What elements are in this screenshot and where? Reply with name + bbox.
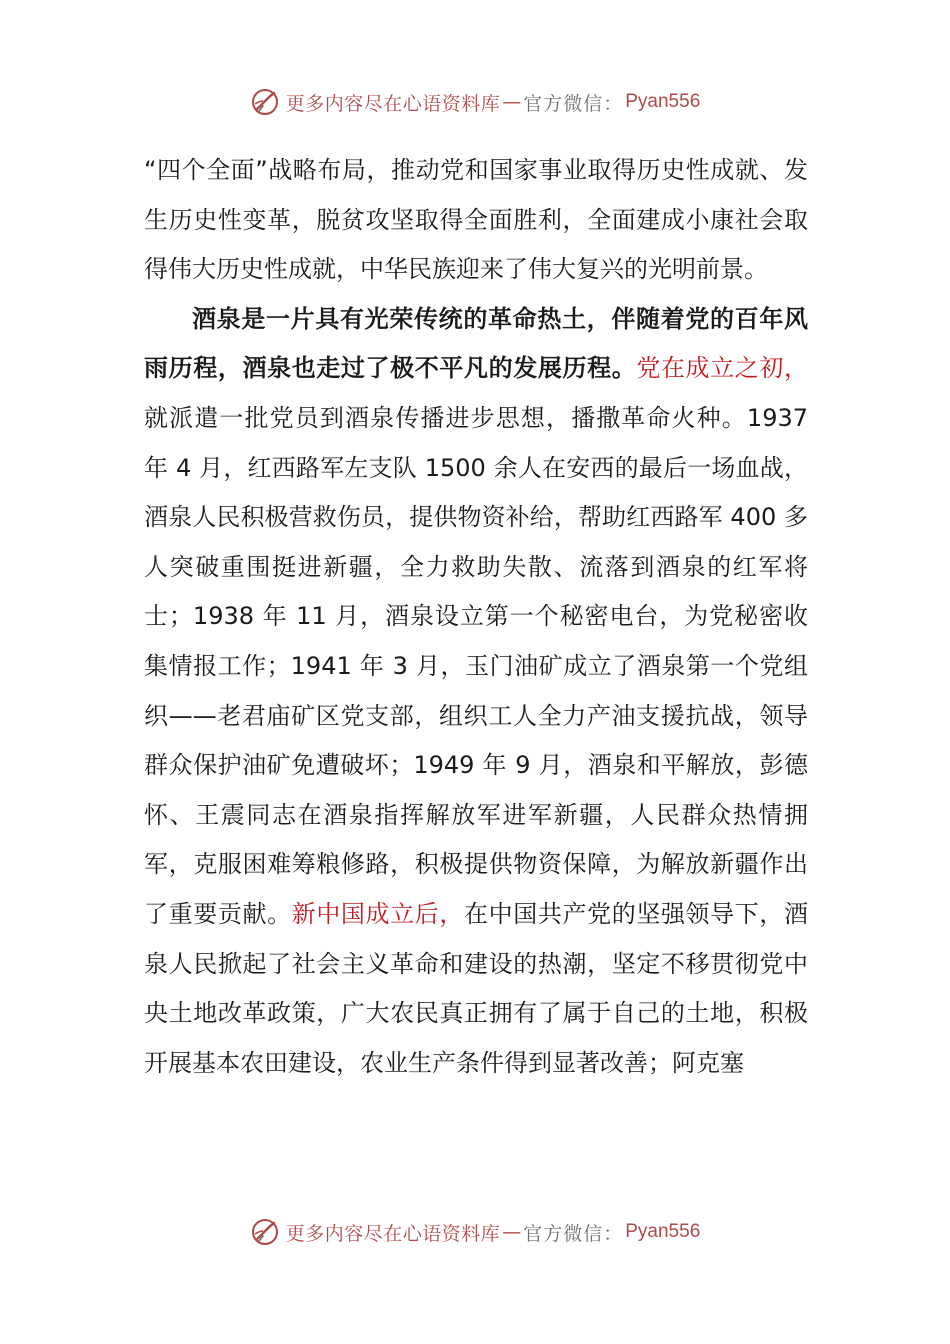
paragraph-text-construction: 在中国共产党的坚强领导下，酒泉人民掀起了社会主义革命和建设的热潮，坚定不移贯彻党中央土地改革政策，广大农民真正拥有了属于自己的土地，积极开展基本农田建设，农业生产条件得到显著改善；阿克塞 bbox=[144, 899, 809, 1077]
pen-logo-icon bbox=[250, 87, 280, 117]
paragraph-continued: “四个全面”战略布局，推动党和国家事业取得历史性成就、发生历史性变革，脱贫攻坚取得全面胜利，全面建成小康社会取得伟大历史性成就，中华民族迎来了伟大复兴的光明前景。 bbox=[144, 156, 808, 284]
header-banner bbox=[0, 82, 950, 122]
footer-wechat-label: 官方微信： bbox=[523, 1222, 624, 1245]
paragraph-lead-sentence: 酒泉是一片具有光荣传统的革命热土，伴随着党的百年风雨历程，酒泉也走过了极不平凡的发展历程。 bbox=[144, 304, 808, 383]
header-dash: — bbox=[502, 91, 522, 113]
footer-wechat-id: Pyan556 bbox=[625, 1221, 701, 1242]
footer-slogan: 更多内容尽在心语资料库 bbox=[285, 1222, 501, 1245]
highlight-new-china: 新中国成立后， bbox=[291, 899, 465, 928]
paragraph-text-history: 就派遣一批党员到酒泉传播进步思想，播撒革命火种。1937 年 4 月，红西路军左支队 1500 余人在安西的最后一场血战，酒泉人民积极营救伤员，提供物资补给，帮助红西路军 400 多人突破重围挺进新疆，全力救助失散、流落到酒泉的红军将士；1938 年 11 月，酒泉设立第一个秘密电台，为党秘密收集情报工作；1941 年 3 月，玉门油矿成立了酒泉第一个党组织——老君庙矿区党支部，组织工人全力产油支援抗战，领导群众保护油矿免遭破坏；1949 年 9 月，酒泉和平解放，彭德怀、王震同志在酒泉指挥解放军进军新疆，人民群众热情拥军，克服困难筹粮修路，积极提供物资保障，为解放新疆作出了重要贡献。 bbox=[144, 403, 808, 928]
highlight-party-founding: 党在成立之初， bbox=[636, 354, 809, 383]
paragraph-jiuquan bbox=[144, 295, 808, 1089]
footer-dash: — bbox=[502, 1221, 522, 1243]
footer-banner bbox=[0, 1212, 950, 1252]
header-slogan: 更多内容尽在心语资料库 bbox=[285, 92, 501, 115]
header-wechat-id: Pyan556 bbox=[625, 91, 701, 112]
pen-logo-icon bbox=[250, 1217, 280, 1247]
document-body bbox=[144, 146, 808, 1088]
header-wechat-label: 官方微信： bbox=[523, 92, 624, 115]
